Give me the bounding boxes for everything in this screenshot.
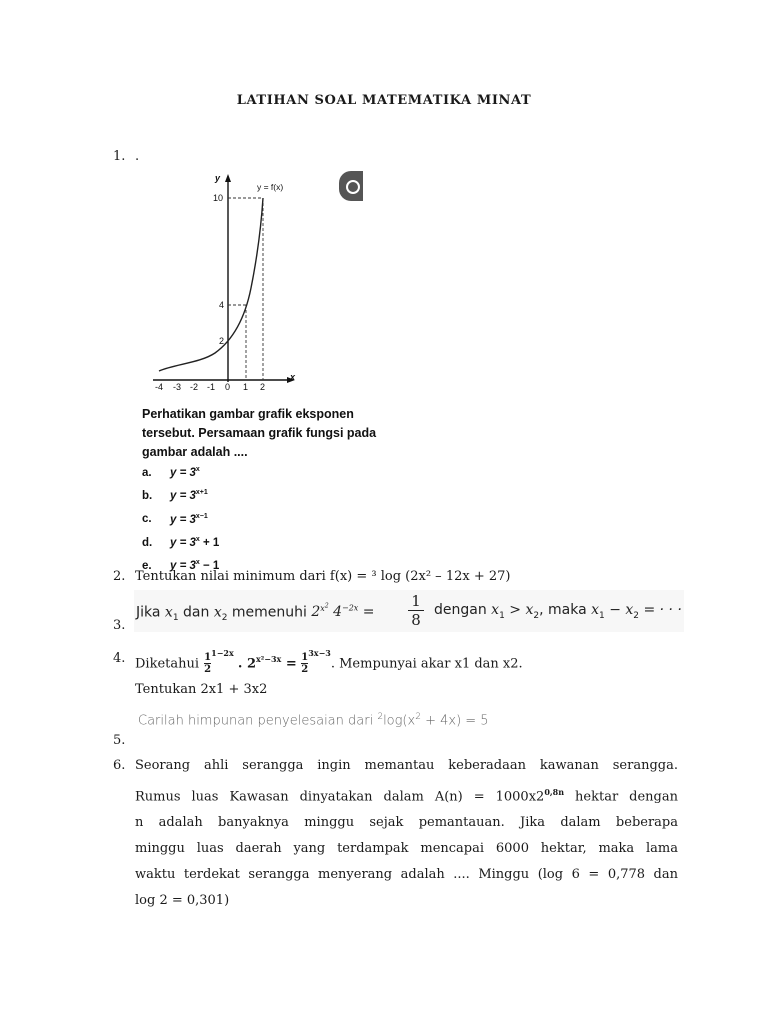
x-tick-neg4: -4 [155,382,164,392]
q1-option-a: a. $y = 3^x$ [142,466,200,479]
y-tick-4: 4 [219,300,225,310]
q3-number: 3. [113,618,126,633]
q6-line: Seorang ahli serangga ingin memantau keberadaan kawanan serangga. [135,758,678,773]
q6-line: n adalah banyaknya minggu sejak pemantauan. Jika dalam beberapa [135,815,678,831]
q1-option-c: c. $y = 3^{x-1}$ [142,512,208,526]
y-tick-10: 10 [213,193,224,203]
q4-number: 4. [113,651,126,666]
y-axis-label: y [215,173,221,183]
q6-paragraph [135,753,678,914]
q1-option-e: e. $y = 3^x - 1$ [142,559,220,573]
q6-line: minggu luas daerah yang terdampak mencapai 6000 hektar, maka lama [135,841,678,857]
logo-fragment-icon [339,171,363,201]
x-axis-label: x [290,372,296,382]
page-title: LATIHAN SOAL MATEMATIKA MINAT [236,93,532,108]
q6-line: Rumus luas Kawasan dinyatakan dalam $A(n) = 1000x2^{0,8n}$ hektar dengan [135,787,679,805]
x-tick-neg1: -1 [207,382,216,392]
x-tick-1: 1 [243,382,249,392]
q6-line: waktu terdekat serangga menyerang adalah .... Minggu (log 6 = 0,778 dan [135,867,678,883]
q1-caption-line: gambar adalah .... [142,445,248,459]
x-tick-0: 0 [225,382,231,392]
x-tick-neg3: -3 [173,382,182,392]
q5-number: 5. [113,733,126,748]
q1-caption-line: Perhatikan gambar grafik eksponen [142,407,354,421]
q4-line2: Tentukan 2x1 + 3x2 [135,682,268,697]
q1-options [142,460,342,577]
q3-fraction-denominator: 8 [411,611,421,629]
function-curve [159,198,263,371]
q1-dot: . [135,149,140,164]
q1-caption-line: tersebut. Persamaan grafik fungsi pada [142,426,377,440]
q5-text: Carilah himpunan penyelesaian dari $^2\log(x^2 + 4x) = 5$ [138,712,489,729]
q2-text: Tentukan nilai minimum dari f(x) = ³ log (2x² – 12x + 27) [135,569,511,584]
q4-line1: Diketahui $\frac{1}{2}$ $^{1-2x}$ . $2^{x^2-3x}$ = $\frac{1}{2}$ $^{3x-3}$. Mempunyai akar x1 dan x2. [135,648,523,676]
function-label: y = f(x) [257,182,284,192]
q6-number: 6. [113,758,126,773]
y-axis-arrow [225,174,231,182]
x-tick-2: 2 [260,382,266,392]
q1-caption-block [142,405,382,462]
exponential-graph [145,168,310,393]
y-tick-2: 2 [219,336,225,346]
q3-fraction-numerator: 1 [408,592,424,611]
q2-number: 2. [113,569,126,584]
q1-number: 1. [113,149,126,164]
x-tick-neg2: -2 [190,382,199,392]
q6-line: log 2 = 0,301) [135,893,230,909]
q3-equation-image: Jika $x_1$ dan $x_2$ memenuhi $2^{x^2}$ $4^{-2x}$ = $\frac{1}{8}$ dengan $x_1 > x_2$, maka $x_1 - x_2$ = · · · [134,590,684,632]
q1-option-b: b. $y = 3^{x+1}$ [142,489,208,503]
q1-option-d: d. $y = 3^x + 1$ [142,535,220,549]
